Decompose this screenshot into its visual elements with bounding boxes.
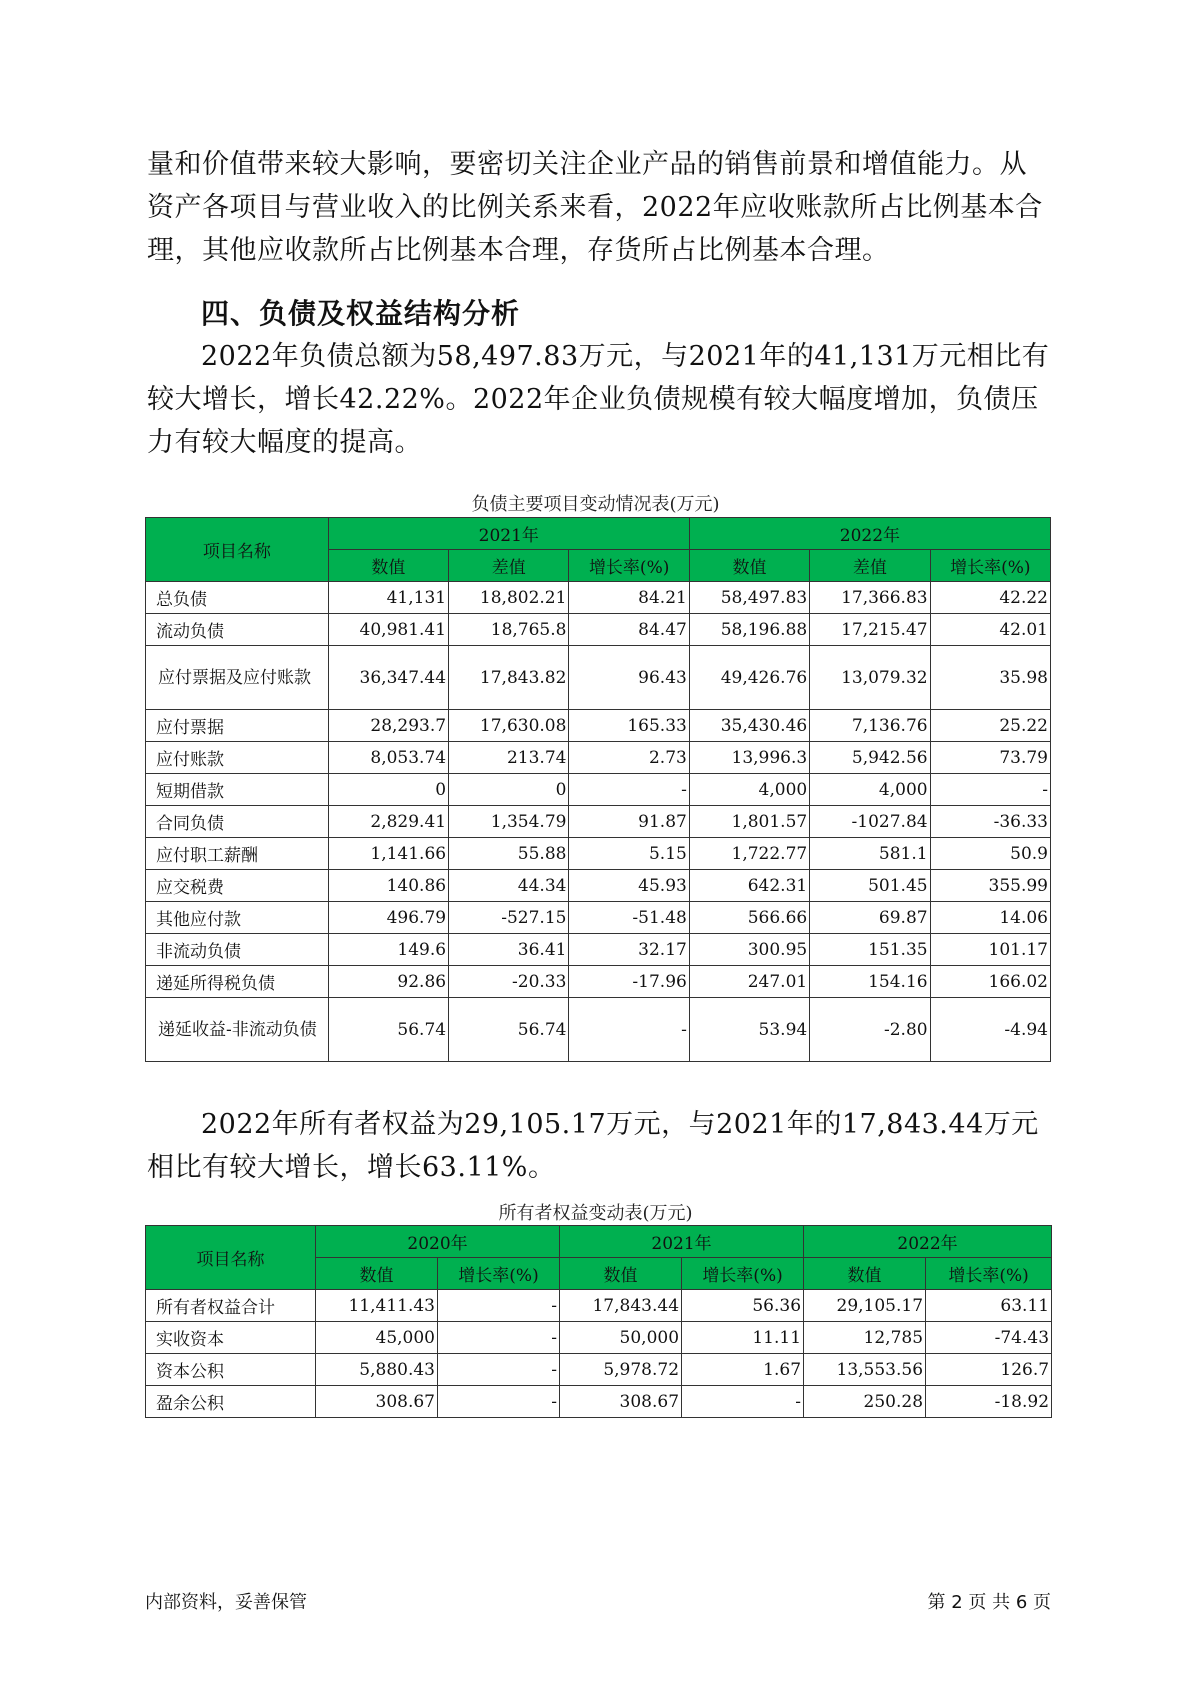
table-cell: 17,630.08 bbox=[449, 710, 569, 742]
table-row bbox=[146, 1386, 1052, 1418]
row-label: 其他应付款 bbox=[146, 902, 329, 934]
table-cell: 308.67 bbox=[560, 1386, 682, 1418]
table-cell: 4,000 bbox=[689, 774, 809, 806]
table-cell: 154.16 bbox=[810, 966, 930, 998]
table-cell: - bbox=[438, 1386, 560, 1418]
table-cell: 40,981.41 bbox=[328, 614, 448, 646]
year-header: 2022年 bbox=[689, 518, 1050, 550]
table-cell: 13,996.3 bbox=[689, 742, 809, 774]
table-cell: -51.48 bbox=[569, 902, 689, 934]
sub-header: 数值 bbox=[560, 1258, 682, 1290]
table-cell: 0 bbox=[449, 774, 569, 806]
table-cell: 140.86 bbox=[328, 870, 448, 902]
table-cell: 11.11 bbox=[682, 1322, 804, 1354]
table-cell: 308.67 bbox=[316, 1386, 438, 1418]
table-cell: 55.88 bbox=[449, 838, 569, 870]
table-cell: 4,000 bbox=[810, 774, 930, 806]
year-header: 2020年 bbox=[316, 1226, 560, 1258]
row-label: 递延所得税负债 bbox=[146, 966, 329, 998]
sub-header: 数值 bbox=[328, 550, 448, 582]
row-label: 应付票据 bbox=[146, 710, 329, 742]
table-row bbox=[146, 1322, 1052, 1354]
table-cell: 2,829.41 bbox=[328, 806, 448, 838]
table-cell: 32.17 bbox=[569, 934, 689, 966]
table-cell: 166.02 bbox=[930, 966, 1050, 998]
row-label: 总负债 bbox=[146, 582, 329, 614]
footer-note: 内部资料，妥善保管 bbox=[145, 1592, 307, 1613]
table-cell: 42.01 bbox=[930, 614, 1050, 646]
sub-header: 增长率(%) bbox=[926, 1258, 1052, 1290]
year-header: 2021年 bbox=[560, 1226, 804, 1258]
row-label: 应付职工薪酬 bbox=[146, 838, 329, 870]
table-cell: 566.66 bbox=[689, 902, 809, 934]
table-cell: - bbox=[438, 1354, 560, 1386]
row-label: 所有者权益合计 bbox=[146, 1290, 316, 1322]
equity-summary-paragraph: 2022年所有者权益为29,105.17万元，与2021年的17,843.44万元相比有较大增长，增长63.11%。 bbox=[147, 1109, 1039, 1183]
table-cell: 5,942.56 bbox=[810, 742, 930, 774]
table-cell: 41,131 bbox=[328, 582, 448, 614]
table-cell: 8,053.74 bbox=[328, 742, 448, 774]
table-cell: 42.22 bbox=[930, 582, 1050, 614]
table-cell: 496.79 bbox=[328, 902, 448, 934]
sub-header: 差值 bbox=[810, 550, 930, 582]
table-cell: 50.9 bbox=[930, 838, 1050, 870]
table-cell: 28,293.7 bbox=[328, 710, 448, 742]
intro-line: 理，其他应收款所占比例基本合理，存货所占比例基本合理。 bbox=[147, 235, 890, 266]
table-cell: 642.31 bbox=[689, 870, 809, 902]
table-cell: -20.33 bbox=[449, 966, 569, 998]
table-cell: 7,136.76 bbox=[810, 710, 930, 742]
table-row bbox=[146, 998, 1051, 1062]
table-cell: 213.74 bbox=[449, 742, 569, 774]
sub-header: 增长率(%) bbox=[682, 1258, 804, 1290]
intro-line: 资产各项目与营业收入的比例关系来看，2022年应收账款所占比例基本合 bbox=[147, 192, 1043, 223]
liability-table-caption: 负债主要项目变动情况表(万元) bbox=[471, 494, 720, 515]
table-cell: 581.1 bbox=[810, 838, 930, 870]
table-cell: 1,141.66 bbox=[328, 838, 448, 870]
table-cell: 1,722.77 bbox=[689, 838, 809, 870]
table-cell: 5,880.43 bbox=[316, 1354, 438, 1386]
table-row bbox=[146, 838, 1051, 870]
section-heading: 四、负债及权益结构分析 bbox=[201, 297, 521, 330]
table-cell: - bbox=[930, 774, 1050, 806]
table-cell: 17,843.44 bbox=[560, 1290, 682, 1322]
table-cell: 1,801.57 bbox=[689, 806, 809, 838]
table-cell: 12,785 bbox=[804, 1322, 926, 1354]
row-label: 实收资本 bbox=[146, 1322, 316, 1354]
row-label: 盈余公积 bbox=[146, 1386, 316, 1418]
table-cell: 247.01 bbox=[689, 966, 809, 998]
table-cell: -17.96 bbox=[569, 966, 689, 998]
year-header: 2021年 bbox=[328, 518, 689, 550]
table-row bbox=[146, 902, 1051, 934]
table-cell: 35.98 bbox=[930, 646, 1050, 710]
table-row bbox=[146, 870, 1051, 902]
table-cell: -4.94 bbox=[930, 998, 1050, 1062]
equity-table bbox=[145, 1225, 1052, 1418]
row-label: 短期借款 bbox=[146, 774, 329, 806]
row-label: 应付票据及应付账款 bbox=[146, 646, 329, 710]
row-label: 非流动负债 bbox=[146, 934, 329, 966]
table-cell: 250.28 bbox=[804, 1386, 926, 1418]
table-cell: -74.43 bbox=[926, 1322, 1052, 1354]
table-cell: 14.06 bbox=[930, 902, 1050, 934]
table-cell: -1027.84 bbox=[810, 806, 930, 838]
table-row bbox=[146, 934, 1051, 966]
table-cell: -18.92 bbox=[926, 1386, 1052, 1418]
intro-line: 量和价值带来较大影响，要密切关注企业产品的销售前景和增值能力。从 bbox=[147, 149, 1027, 180]
page-number: 第 2 页 共 6 页 bbox=[927, 1592, 1051, 1613]
table-row bbox=[146, 582, 1051, 614]
table-cell: 49,426.76 bbox=[689, 646, 809, 710]
table-row bbox=[146, 806, 1051, 838]
table-cell: 73.79 bbox=[930, 742, 1050, 774]
table-cell: 36.41 bbox=[449, 934, 569, 966]
row-label: 流动负债 bbox=[146, 614, 329, 646]
table-cell: - bbox=[682, 1386, 804, 1418]
row-label: 应交税费 bbox=[146, 870, 329, 902]
table-cell: 151.35 bbox=[810, 934, 930, 966]
table-cell: 69.87 bbox=[810, 902, 930, 934]
table-cell: 165.33 bbox=[569, 710, 689, 742]
table-cell: 1,354.79 bbox=[449, 806, 569, 838]
table-cell: 58,497.83 bbox=[689, 582, 809, 614]
sub-header: 增长率(%) bbox=[569, 550, 689, 582]
row-label: 应付账款 bbox=[146, 742, 329, 774]
table-cell: 149.6 bbox=[328, 934, 448, 966]
table-cell: - bbox=[438, 1322, 560, 1354]
table-cell: -527.15 bbox=[449, 902, 569, 934]
table-cell: 84.21 bbox=[569, 582, 689, 614]
liability-table bbox=[145, 517, 1051, 1062]
table-cell: 36,347.44 bbox=[328, 646, 448, 710]
table-cell: 91.87 bbox=[569, 806, 689, 838]
table-cell: 101.17 bbox=[930, 934, 1050, 966]
sub-header: 增长率(%) bbox=[438, 1258, 560, 1290]
item-name-header: 项目名称 bbox=[146, 518, 329, 582]
table-row bbox=[146, 646, 1051, 710]
liability-summary-paragraph: 2022年负债总额为58,497.83万元，与2021年的41,131万元相比有较大增长，增长42.22%。2022年企业负债规模有较大幅度增加，负债压力有较大幅度的提高。 bbox=[147, 341, 1050, 458]
table-cell: 63.11 bbox=[926, 1290, 1052, 1322]
table-cell: 44.34 bbox=[449, 870, 569, 902]
table-cell: 96.43 bbox=[569, 646, 689, 710]
table-cell: - bbox=[438, 1290, 560, 1322]
table-cell: 25.22 bbox=[930, 710, 1050, 742]
row-label: 递延收益-非流动负债 bbox=[146, 998, 329, 1062]
table-row bbox=[146, 710, 1051, 742]
table-cell: 18,765.8 bbox=[449, 614, 569, 646]
table-cell: 84.47 bbox=[569, 614, 689, 646]
table-cell: 17,843.82 bbox=[449, 646, 569, 710]
table-cell: 13,553.56 bbox=[804, 1354, 926, 1386]
sub-header: 数值 bbox=[689, 550, 809, 582]
year-header: 2022年 bbox=[804, 1226, 1052, 1258]
table-row bbox=[146, 614, 1051, 646]
table-cell: 56.36 bbox=[682, 1290, 804, 1322]
table-cell: 18,802.21 bbox=[449, 582, 569, 614]
table-row bbox=[146, 966, 1051, 998]
table-cell: - bbox=[569, 774, 689, 806]
table-cell: 29,105.17 bbox=[804, 1290, 926, 1322]
table-cell: 501.45 bbox=[810, 870, 930, 902]
table-cell: 50,000 bbox=[560, 1322, 682, 1354]
table-cell: 17,366.83 bbox=[810, 582, 930, 614]
sub-header: 增长率(%) bbox=[930, 550, 1050, 582]
sub-header: 数值 bbox=[316, 1258, 438, 1290]
item-name-header: 项目名称 bbox=[146, 1226, 316, 1290]
table-cell: 56.74 bbox=[328, 998, 448, 1062]
table-cell: 92.86 bbox=[328, 966, 448, 998]
equity-table-caption: 所有者权益变动表(万元) bbox=[498, 1203, 693, 1224]
table-cell: 355.99 bbox=[930, 870, 1050, 902]
table-cell: 56.74 bbox=[449, 998, 569, 1062]
intro-paragraph bbox=[147, 143, 1052, 272]
table-cell: 5,978.72 bbox=[560, 1354, 682, 1386]
table-cell: 1.67 bbox=[682, 1354, 804, 1386]
table-cell: 126.7 bbox=[926, 1354, 1052, 1386]
table-cell: 17,215.47 bbox=[810, 614, 930, 646]
row-label: 合同负债 bbox=[146, 806, 329, 838]
table-cell: -36.33 bbox=[930, 806, 1050, 838]
table-cell: -2.80 bbox=[810, 998, 930, 1062]
table-cell: 53.94 bbox=[689, 998, 809, 1062]
row-label: 资本公积 bbox=[146, 1354, 316, 1386]
table-cell: 0 bbox=[328, 774, 448, 806]
table-cell: 2.73 bbox=[569, 742, 689, 774]
sub-header: 数值 bbox=[804, 1258, 926, 1290]
table-cell: - bbox=[569, 998, 689, 1062]
table-row bbox=[146, 742, 1051, 774]
table-cell: 300.95 bbox=[689, 934, 809, 966]
table-cell: 35,430.46 bbox=[689, 710, 809, 742]
table-row bbox=[146, 1354, 1052, 1386]
table-row bbox=[146, 774, 1051, 806]
table-cell: 58,196.88 bbox=[689, 614, 809, 646]
table-cell: 11,411.43 bbox=[316, 1290, 438, 1322]
table-cell: 45,000 bbox=[316, 1322, 438, 1354]
table-cell: 5.15 bbox=[569, 838, 689, 870]
sub-header: 差值 bbox=[449, 550, 569, 582]
table-cell: 45.93 bbox=[569, 870, 689, 902]
table-row bbox=[146, 1290, 1052, 1322]
table-cell: 13,079.32 bbox=[810, 646, 930, 710]
